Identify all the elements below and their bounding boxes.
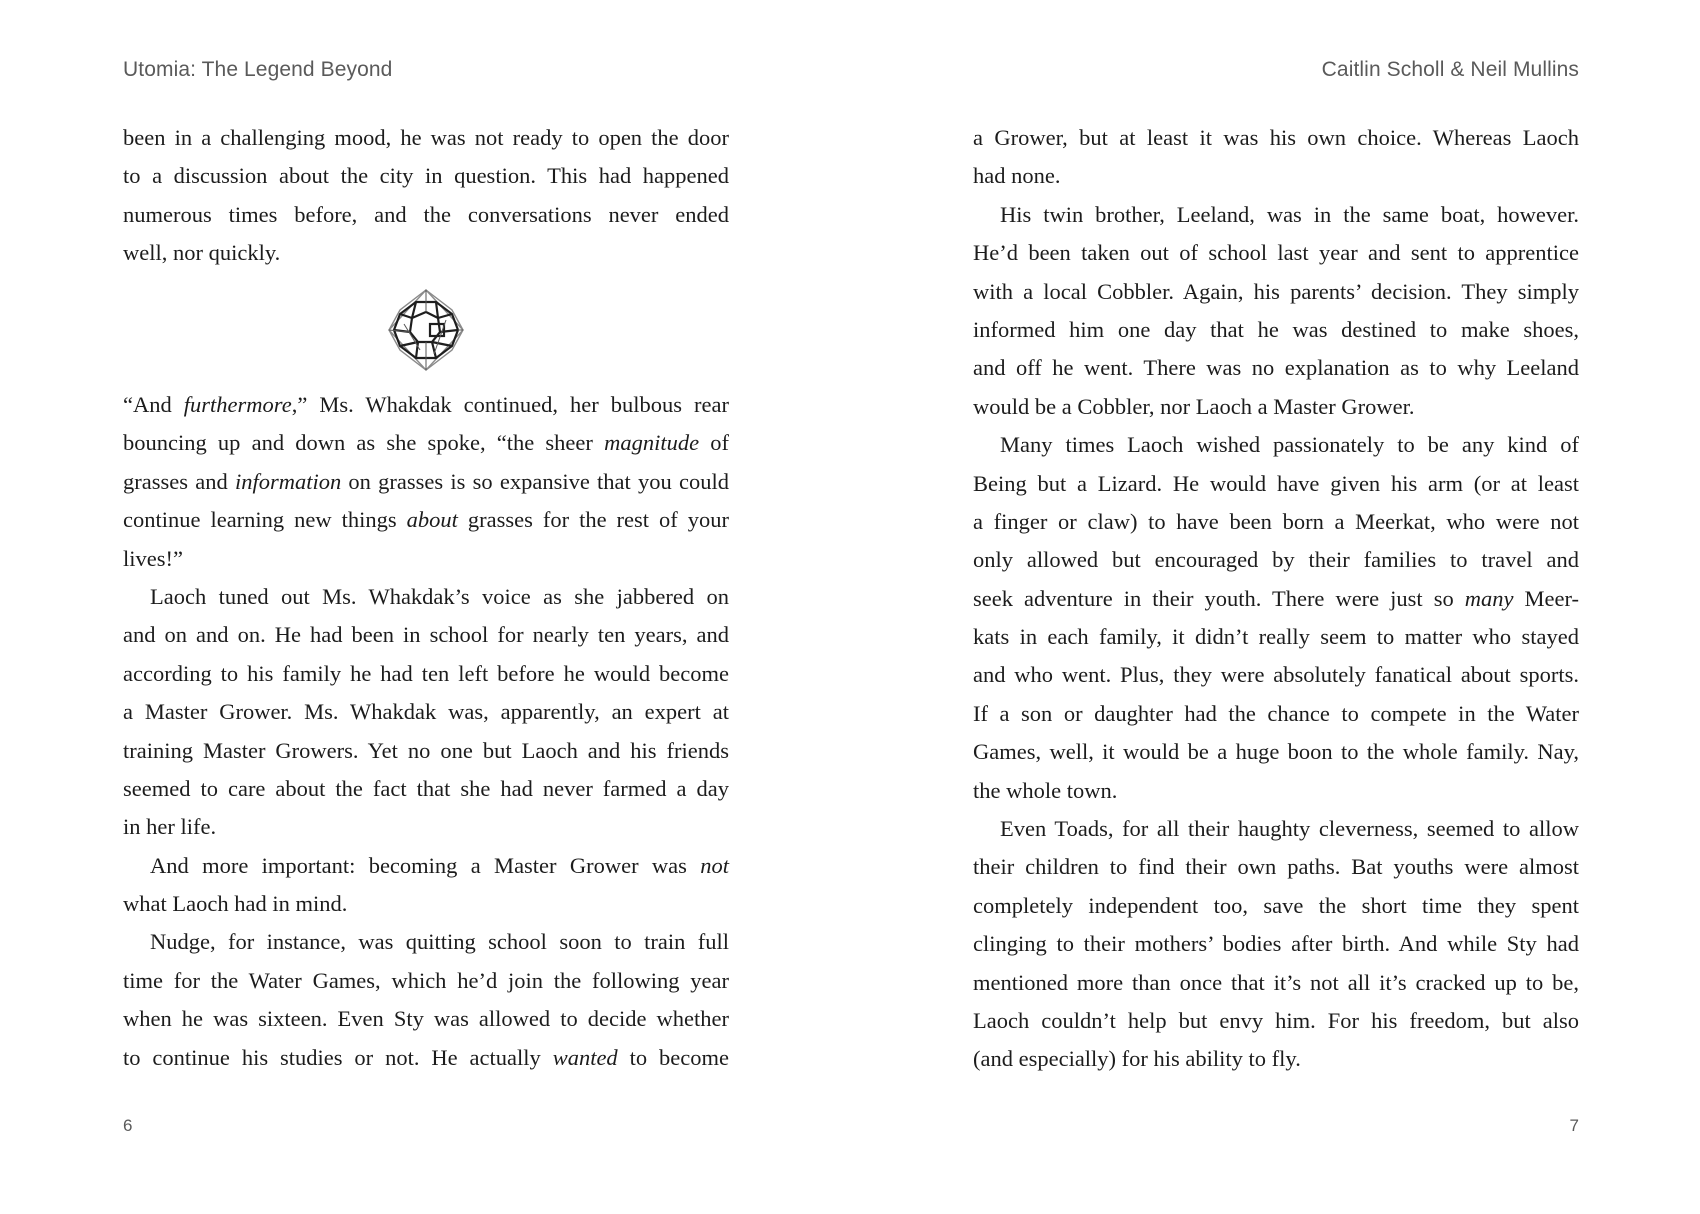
text-line: according to his family he had ten left before he would become	[123, 660, 729, 686]
text-line: would be a Cobbler, nor Laoch a Master Grower.	[973, 393, 1415, 419]
text-line	[123, 1039, 729, 1077]
text-line: with a local Cobbler. Again, his parents’ decision. They simply	[973, 278, 1579, 304]
text-line: a Grower, but at least it was his own choice. Whereas Laoch	[973, 125, 1579, 150]
text-line: mentioned more than once that it’s not all it’s cracked up to be,	[973, 969, 1579, 995]
text-line: training Master Growers. Yet no one but Laoch and his friends	[123, 737, 729, 763]
polyhedron-ornament-icon	[386, 288, 466, 372]
text-line: He’d been taken out of school last year and sent to apprentice	[973, 240, 1579, 266]
text-line	[123, 386, 729, 424]
text-run: ,” Ms. Whakdak continued, her bulbous rear	[291, 392, 729, 417]
text-line: Games, well, it would be a huge boon to the whole family. Nay,	[973, 739, 1579, 765]
running-head-book-title: Utomia: The Legend Beyond	[123, 58, 393, 81]
text-line: Laoch tuned out Ms. Whakdak’s voice as she jabbered on	[150, 583, 729, 609]
italic-text: not	[700, 852, 729, 878]
text-line: Being but a Lizard. He would have given his arm (or at least	[973, 470, 1579, 496]
text-line: been in a challenging mood, he was not ready to open the door	[123, 125, 729, 150]
polyhedron-ornament-svg	[386, 288, 466, 372]
text-line: clinging to their mothers’ bodies after birth. And while Sty had	[973, 931, 1579, 957]
text-line: kats in each family, it didn’t really seem to matter who stayed	[973, 624, 1579, 650]
text-line: seemed to care about the fact that she had never farmed a day	[123, 775, 729, 801]
text-line: the whole town.	[973, 777, 1118, 803]
text-line: Laoch couldn’t help but envy him. For his freedom, but also	[973, 1007, 1579, 1033]
text-line	[973, 580, 1579, 618]
text-line: time for the Water Games, which he’d join the following year	[123, 967, 729, 993]
text-line: If a son or daughter had the chance to compete in the Water	[973, 700, 1579, 726]
text-run: of	[699, 430, 729, 456]
italic-text: many	[1464, 585, 1514, 611]
text-line	[123, 501, 729, 539]
text-line	[123, 463, 729, 501]
text-block	[973, 119, 1579, 1079]
text-line: Even Toads, for all their haughty cleverness, seemed to allow	[1000, 816, 1579, 842]
italic-text: wanted	[552, 1044, 618, 1070]
text-line	[123, 424, 729, 462]
italic-text: magnitude	[604, 430, 700, 456]
text-run: seek adventure in their youth. There were just so	[973, 585, 1465, 611]
text-line: and off he went. There was no explanation as to why Leeland	[973, 355, 1579, 381]
text-line: lives!”	[123, 545, 183, 571]
right-page	[850, 0, 1700, 1214]
text-line: their children to find their own paths. Bat youths were almost	[973, 854, 1579, 880]
text-run: to continue his studies or not. He actually	[123, 1044, 553, 1070]
text-run: Meer-	[1513, 585, 1579, 611]
text-line: and who went. Plus, they were absolutely fanatical about sports.	[973, 662, 1579, 688]
text-line: Many times Laoch wished passionately to be any kind of	[1000, 432, 1579, 458]
text-line: had none.	[973, 163, 1061, 189]
text-line: a Master Grower. Ms. Whakdak was, apparently, an expert at	[123, 699, 729, 725]
text-line	[123, 847, 729, 885]
text-block-top	[123, 119, 729, 273]
page-number: 7	[1569, 1116, 1579, 1135]
text-run: grasses for the rest of your	[457, 507, 729, 533]
text-run: And more important: becoming a Master Grower was	[150, 852, 701, 878]
text-run: on grasses is so expansive that you could	[341, 468, 729, 494]
text-line: and on and on. He had been in school for nearly ten years, and	[123, 622, 729, 648]
text-line: Nudge, for instance, was quitting school soon to train full	[150, 929, 729, 955]
running-head-authors: Caitlin Scholl & Neil Mullins	[1321, 58, 1579, 81]
text-line: His twin brother, Leeland, was in the same boat, however.	[1000, 201, 1579, 227]
text-line: (and especially) for his ability to fly.	[973, 1046, 1301, 1072]
text-line: to a discussion about the city in question. This had happened	[123, 163, 729, 189]
text-run: grasses and	[123, 468, 235, 494]
text-run: “And	[123, 392, 184, 417]
text-line: completely independent too, save the short time they spent	[973, 892, 1579, 918]
text-run: to become	[617, 1044, 729, 1070]
text-line: informed him one day that he was destined to make shoes,	[973, 316, 1579, 342]
text-run: continue learning new things	[123, 507, 407, 533]
text-line: well, nor quickly.	[123, 240, 281, 266]
text-line: numerous times before, and the conversations never ended	[123, 201, 729, 227]
page-number: 6	[123, 1116, 133, 1135]
text-line: in her life.	[123, 814, 217, 840]
italic-text: about	[406, 507, 458, 533]
italic-text: furthermore	[183, 392, 292, 417]
italic-text: information	[234, 468, 342, 494]
text-line: when he was sixteen. Even Sty was allowed to decide whether	[123, 1006, 729, 1032]
text-block-continued	[123, 386, 729, 1077]
text-run: bouncing up and down as she spoke, “the sheer	[123, 430, 605, 456]
text-line: what Laoch had in mind.	[123, 891, 348, 917]
text-line: only allowed but encouraged by their families to travel and	[973, 547, 1579, 573]
text-line: a finger or claw) to have been born a Meerkat, who were not	[973, 508, 1579, 534]
